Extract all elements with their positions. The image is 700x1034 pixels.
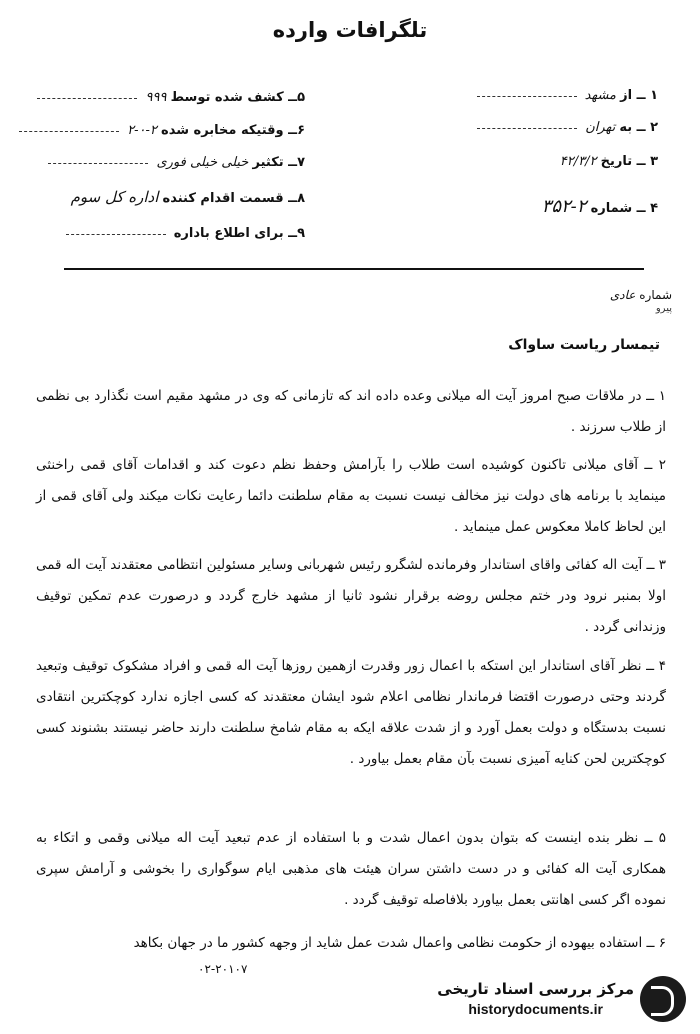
addressee: تیمسار ریاست ساواک <box>508 337 660 353</box>
header-decoded-by <box>15 90 305 105</box>
header-for-info <box>15 226 305 241</box>
dotted-line <box>477 95 577 97</box>
dotted-line <box>37 97 137 99</box>
header-date-label: ۳ ــ تاریخ <box>600 154 658 169</box>
dotted-line <box>66 233 166 235</box>
paragraph-5: ۵ ــ نظر بنده اینست که بتوان بدون اعمال شدت و با استفاده از عدم تبعید آیت اله میلانی وقمی و اتکاء به همکاری آیت اله کفائی و در دست داشتن سران هیئت های مذهبی ایام سوگواری را بخوشی و آرامش سپری نموده اگر کسی اهانتی بعمل بیاورد بلافاصله توقیف گردد . <box>36 830 666 908</box>
header-from-value: مشهد <box>584 88 617 103</box>
header-sent-time-value: ۲-۰-۲ <box>127 123 157 138</box>
header-copies-label: ۷ــ تکثیر <box>252 155 305 170</box>
header-from-label: ۱ ــ از <box>620 88 658 103</box>
header-decoded-by-value: ۹۹۹ <box>145 90 167 105</box>
watermark-org-name: مرکز بررسی اسناد تاریخی <box>437 980 634 998</box>
watermark-text <box>437 979 634 1019</box>
paragraph-6: ۶ ــ استفاده بیهوده از حکومت نظامی واعمال شدت عمل شاید از وجهه کشور ما در جهان بکاهد <box>133 935 666 951</box>
header-from <box>458 88 658 103</box>
header-action-dept-value: اداره کل سوم <box>70 188 159 206</box>
header-date-value: ۴۲/۳/۲ <box>559 154 597 169</box>
header-number <box>458 196 658 217</box>
header-to-value: تهران <box>585 120 616 135</box>
watermark-website: historydocuments.ir <box>468 1001 603 1017</box>
dotted-line <box>48 162 148 164</box>
header-action-dept-label: ۸ــ قسمت اقدام کننده <box>162 191 305 206</box>
header-for-info-label: ۹ــ برای اطلاع باداره <box>173 226 305 241</box>
reference-number-value: عادی <box>609 288 636 302</box>
header-divider <box>64 268 644 270</box>
document-title: تلگرافات وارده <box>272 18 428 42</box>
header-number-label: ۴ ــ شماره <box>590 201 658 216</box>
paragraph-4: ۴ ــ نظر آقای استاندار این استکه با اعمال زور وقدرت ازهمین روزها آیت اله قمی و افراد مشکوک توقیف وتبعید گردند وحتی درصورت اقتضا فرماندار نظامی اعلام شود ایشان معتقدند که کسی اجازه ندارد کوچکترین انتقادی نسبت بدستگاه و دولت بعمل آورد و از شدت علاقه ایکه به مقام شامخ سلطنت دارند حاضر نیستند بشنوند کسی کوچکترین لحن کنایه آمیزی نسبت بآن مقام بعمل بیاورد . <box>36 658 666 767</box>
archive-logo-icon <box>640 976 686 1022</box>
reference-number-block <box>610 288 672 316</box>
footer-code: ۰۲-۲۰۱۰۷ <box>198 962 248 976</box>
paragraph-3: ۳ ــ آیت اله کفائی واقای استاندار وفرمانده لشگرو رئیس شهربانی وسایر مسئولین انتظامی معتقدند آیت اله قمی اولا بمنبر نرود ودر ختم مجلس روضه برقرار نشود ثانیا از مشهد خارج گردد و درصورت عدم تمکین توقیف وزندانی گردد . <box>36 557 666 635</box>
header-sent-time <box>15 123 305 138</box>
header-copies <box>15 155 305 170</box>
reference-number-label: شماره <box>639 288 672 302</box>
dotted-line <box>477 127 577 129</box>
paragraph-1: ۱ ــ در ملاقات صبح امروز آیت اله میلانی وعده داده اند که تازمانی که وی در مشهد مقیم است نگذارد بی نظمی از طلاب سرزند . <box>36 388 666 435</box>
reference-followup-label: پیرو <box>655 303 672 314</box>
header-action-dept <box>15 188 305 206</box>
header-number-value: ۲-۳۵۲ <box>541 196 587 217</box>
header-copies-value: خیلی خیلی فوری <box>156 155 249 170</box>
header-to-label: ۲ ــ به <box>619 120 658 135</box>
header-decoded-by-label: ۵ــ کشف شده توسط <box>170 90 305 105</box>
archive-watermark <box>412 970 686 1028</box>
header-date <box>458 154 658 169</box>
header-to <box>458 120 658 135</box>
paragraph-2: ۲ ــ آقای میلانی تاکنون کوشیده است طلاب را بآرامش وحفظ نظم دعوت کند و اقدامات آقای قمی راخنثی مینماید با برنامه های دولت نیز مخالف نیست نسبت به مقام سلطنت دائما رعایت نکات میکند ولی آقای قمی از این لحاظ کاملا معکوس عمل مینماید . <box>36 457 666 535</box>
dotted-line <box>19 130 119 132</box>
header-sent-time-label: ۶ــ وقتیکه مخابره شده <box>161 123 305 138</box>
